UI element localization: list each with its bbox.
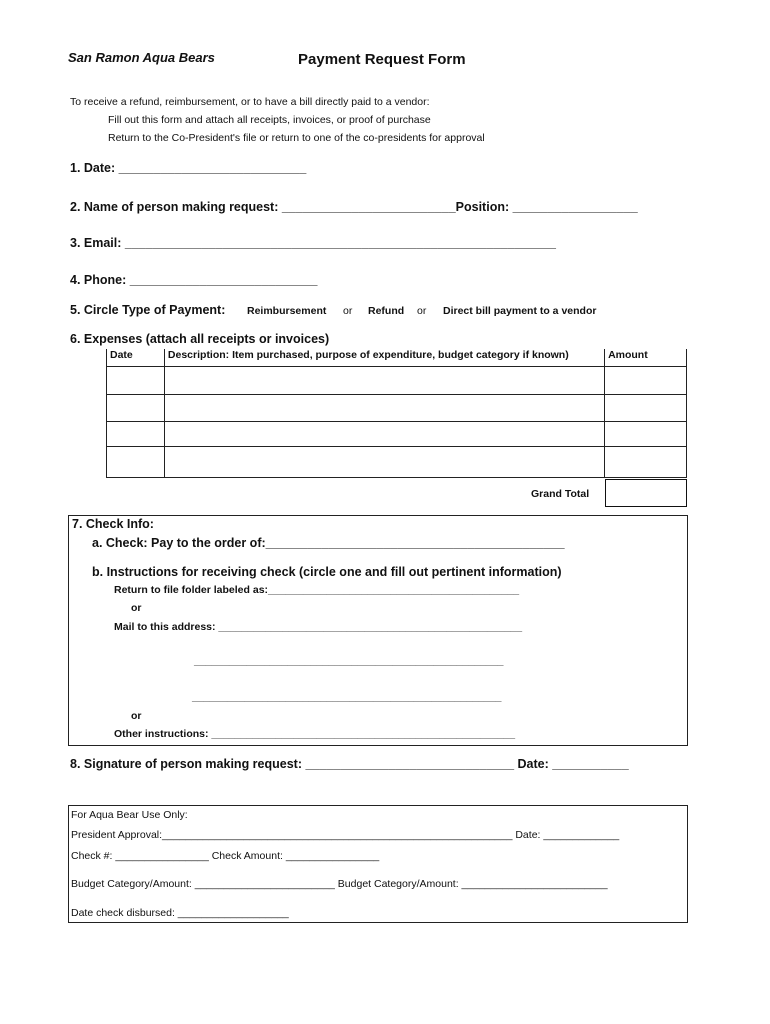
phone-field[interactable]: 4. Phone: ___________________________ — [70, 273, 318, 287]
table-row — [107, 422, 687, 447]
address-line-3[interactable]: _____________________________________________________ — [192, 691, 502, 703]
description-cell[interactable] — [164, 422, 604, 447]
intro-line-2: Fill out this form and attach all receipts, invoices, or proof of purchase — [108, 114, 431, 126]
aqua-bear-use-box — [68, 805, 688, 923]
table-row — [107, 447, 687, 478]
intro-line-1: To receive a refund, reimbursement, or to have a bill directly paid to a vendor: — [70, 96, 430, 108]
return-to-folder-field[interactable]: Return to file folder labeled as:___________________________________________ — [114, 584, 520, 596]
grand-total-box[interactable] — [605, 479, 687, 507]
expenses-table — [106, 349, 687, 478]
signature-field[interactable]: 8. Signature of person making request: ______________________________ Date: ___________ — [70, 757, 629, 771]
table-header-row — [107, 349, 687, 367]
option-reimbursement[interactable]: Reimbursement — [247, 305, 327, 317]
mail-address-field[interactable]: Mail to this address: ____________________________________________________ — [114, 621, 523, 633]
date-cell[interactable] — [107, 367, 165, 395]
date-cell[interactable] — [107, 422, 165, 447]
pay-to-order-field[interactable]: a. Check: Pay to the order of:___________________________________________ — [92, 536, 565, 550]
receiving-instructions: b. Instructions for receiving check (circle one and fill out pertinent information) — [92, 565, 562, 579]
payment-type-label: 5. Circle Type of Payment: — [70, 303, 226, 317]
organization-name: San Ramon Aqua Bears — [68, 50, 215, 65]
col-header-date: Date — [107, 349, 165, 367]
expenses-heading: 6. Expenses (attach all receipts or invoices) — [70, 332, 330, 346]
amount-cell[interactable] — [605, 367, 687, 395]
address-line-2[interactable]: _____________________________________________________ — [194, 655, 504, 667]
amount-cell[interactable] — [605, 447, 687, 478]
grand-total-label: Grand Total — [531, 488, 590, 500]
amount-cell[interactable] — [605, 422, 687, 447]
option-direct-bill[interactable]: Direct bill payment to a vendor — [443, 305, 597, 317]
date-cell[interactable] — [107, 447, 165, 478]
check-info-heading: 7. Check Info: — [72, 517, 154, 531]
table-row — [107, 395, 687, 422]
budget-category-field[interactable]: Budget Category/Amount: ________________________ Budget Category/Amount: _________________________ — [71, 878, 608, 890]
or-text-2: or — [417, 305, 427, 317]
description-cell[interactable] — [164, 395, 604, 422]
description-cell[interactable] — [164, 367, 604, 395]
amount-cell[interactable] — [605, 395, 687, 422]
date-field[interactable]: 1. Date: ___________________________ — [70, 161, 307, 175]
name-position-field[interactable]: 2. Name of person making request: _________________________Position: __________________ — [70, 200, 638, 214]
or-text-3: or — [131, 602, 142, 614]
check-number-amount-field[interactable]: Check #: ________________ Check Amount: ________________ — [71, 850, 380, 862]
form-title: Payment Request Form — [298, 51, 466, 68]
table-row — [107, 367, 687, 395]
intro-line-3: Return to the Co-President's file or return to one of the co-presidents for approval — [108, 132, 485, 144]
col-header-amount: Amount — [605, 349, 687, 367]
description-cell[interactable] — [164, 447, 604, 478]
other-instructions-field[interactable]: Other instructions: ____________________________________________________ — [114, 728, 516, 740]
president-approval-field[interactable]: President Approval:____________________________________________________________ Date: _____________ — [71, 829, 620, 841]
date-disbursed-field[interactable]: Date check disbursed: ___________________ — [71, 907, 289, 919]
date-cell[interactable] — [107, 395, 165, 422]
or-text-4: or — [131, 710, 142, 722]
aqua-use-heading: For Aqua Bear Use Only: — [71, 809, 188, 821]
or-text-1: or — [343, 305, 353, 317]
email-field[interactable]: 3. Email: ______________________________________________________________ — [70, 236, 556, 250]
col-header-description: Description: Item purchased, purpose of expenditure, budget category if known) — [164, 349, 604, 367]
option-refund[interactable]: Refund — [368, 305, 405, 317]
